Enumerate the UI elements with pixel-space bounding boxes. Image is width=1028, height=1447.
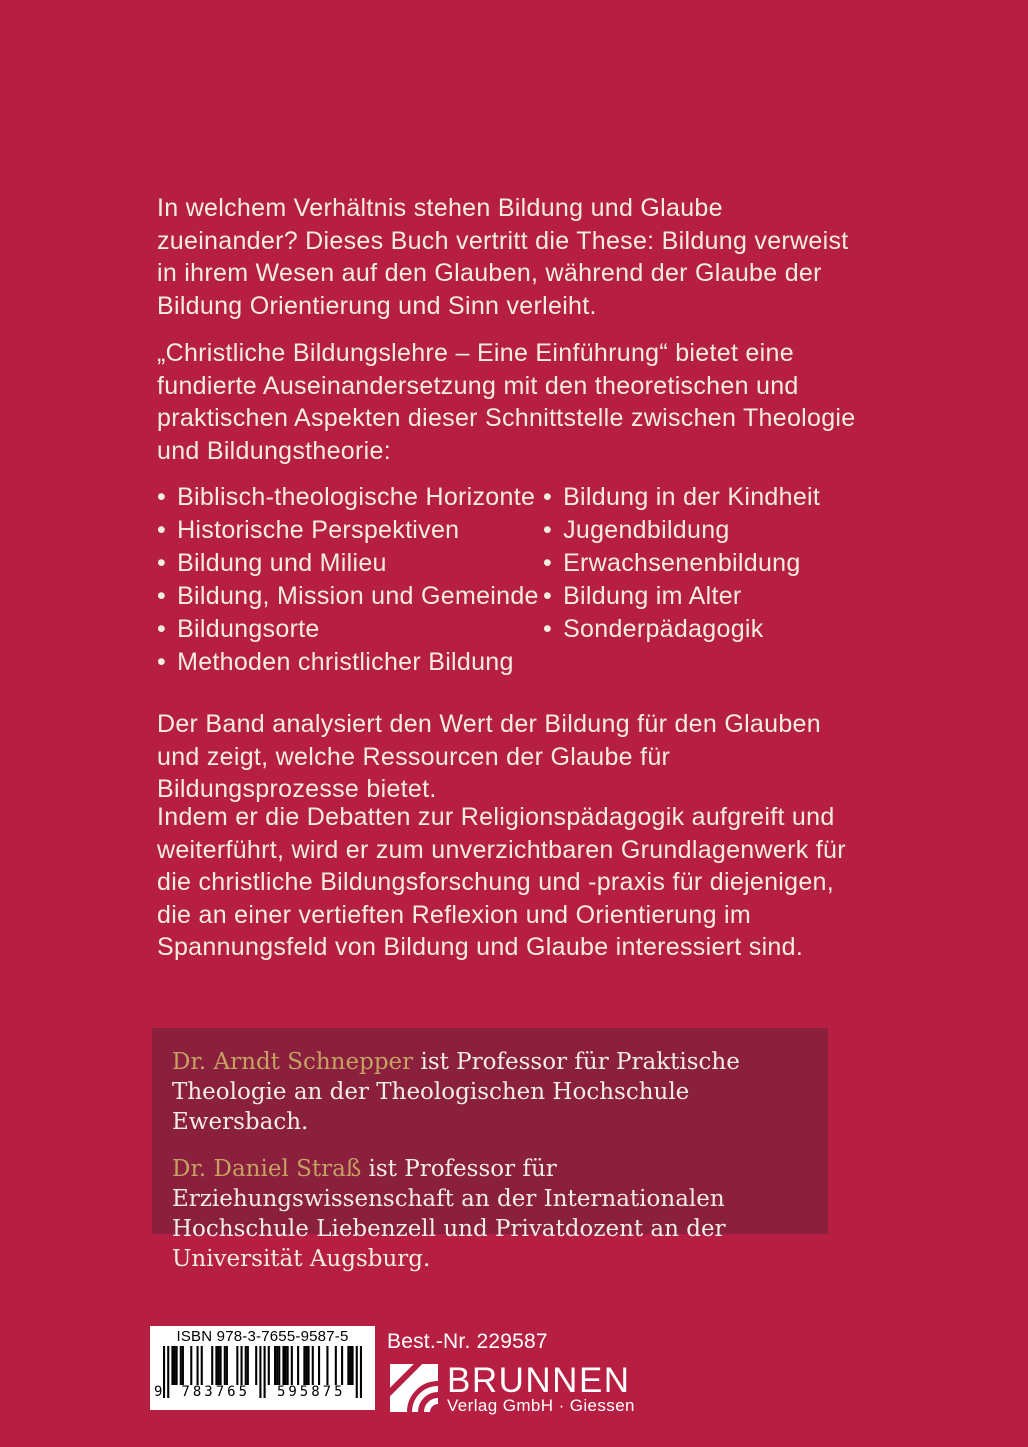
publisher-subtitle: Verlag GmbH · Giessen	[447, 1396, 635, 1415]
intro-paragraph-1	[157, 192, 857, 322]
bullet-item: • Biblisch-theologische Horizonte	[157, 481, 539, 514]
isbn-label: ISBN 978-3-7655-9587-5	[176, 1328, 349, 1345]
topic-list-left	[157, 481, 539, 679]
barcode-digit-group: 783765	[181, 1384, 250, 1400]
author-bio-box	[152, 1028, 828, 1272]
publisher-logo	[390, 1361, 635, 1415]
author-bio	[172, 1154, 808, 1274]
closing-paragraph-2	[157, 801, 857, 964]
closing-paragraph-1	[157, 708, 857, 806]
author-name: Dr. Daniel Straß	[172, 1156, 362, 1182]
barcode-panel	[150, 1326, 375, 1410]
bullet-item: • Sonderpädagogik	[543, 613, 820, 646]
barcode-digit-group: 595875	[276, 1384, 346, 1400]
intro-paragraph-2	[157, 337, 857, 467]
bullet-item: • Historische Perspektiven	[157, 514, 539, 547]
author-bio-text: ist Professor für Praktische Theologie an der Theologischen Hochschule Ewersbach.	[172, 1049, 740, 1135]
bullet-item: • Jugendbildung	[543, 514, 820, 547]
bullet-item: • Bildung, Mission und Gemeinde	[157, 580, 539, 613]
bullet-item: • Methoden christlicher Bildung	[157, 646, 539, 679]
author-bio	[172, 1047, 808, 1137]
paragraph-text: Indem er die Debatten zur Religionspädagogik aufgreift und weiterführt, wird er zum unverzichtbaren Grundlagenwerk für die christliche Bildungsforschung und -praxis für diejenigen, die an einer vertieften Reflexion und Orientierung im Spannungsfeld von Bildung und Glaube interessiert sind.	[157, 803, 846, 961]
brunnen-fountain-icon	[390, 1364, 438, 1412]
publisher-text	[447, 1361, 635, 1415]
order-number: Best.-Nr. 229587	[387, 1330, 548, 1353]
bullet-item: • Bildungsorte	[157, 613, 539, 646]
barcode-digit-lead: 9	[154, 1384, 163, 1400]
author-bio-text: ist Professor für Erziehungswissenschaft an der Internationalen Hochschule Liebenzell und Privatdozent an der Universität Augsburg.	[172, 1156, 726, 1272]
publisher-name: BRUNNEN	[447, 1361, 631, 1400]
paragraph-text: In welchem Verhältnis stehen Bildung und Glaube zueinander? Dieses Buch vertritt die These: Bildung verweist in ihrem Wesen auf den Glauben, während der Glaube der Bildung Orientierung und Sinn verleiht.	[157, 194, 849, 320]
bullet-item: • Bildung im Alter	[543, 580, 820, 613]
bullet-item: • Bildung in der Kindheit	[543, 481, 820, 514]
bullet-item: • Bildung und Milieu	[157, 547, 539, 580]
author-name: Dr. Arndt Schnepper	[172, 1049, 414, 1075]
bullet-item: • Erwachsenenbildung	[543, 547, 820, 580]
barcode	[154, 1346, 362, 1400]
paragraph-text: „Christliche Bildungslehre – Eine Einführung“ bietet eine fundierte Auseinandersetzung mit den theoretischen und praktischen Aspekten dieser Schnittstelle zwischen Theologie und Bildungstheorie:	[157, 339, 856, 465]
paragraph-text: Der Band analysiert den Wert der Bildung für den Glauben und zeigt, welche Ressourcen der Glaube für Bildungsprozesse bietet.	[157, 710, 821, 803]
topic-list-right	[543, 481, 820, 646]
